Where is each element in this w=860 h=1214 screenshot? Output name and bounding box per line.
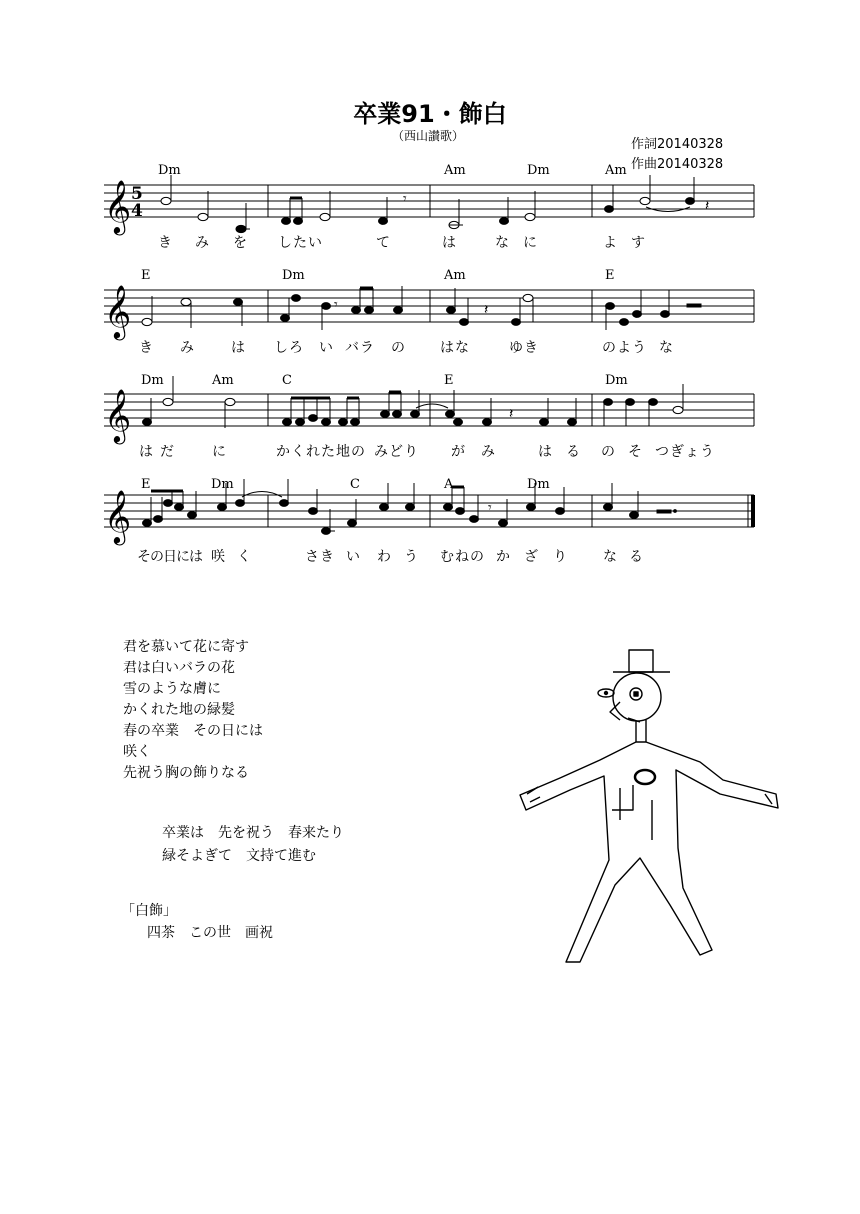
lyric: のよう (602, 340, 647, 356)
time-signature-top: 5 (131, 184, 143, 204)
treble-clef-icon: 𝄞 (104, 388, 132, 442)
lyric: 咲 (211, 549, 226, 565)
chord: A (444, 477, 454, 492)
music-credit: 作曲20140328 (631, 157, 724, 172)
chord: Dm (527, 163, 550, 178)
lyric: い (346, 549, 361, 565)
lyric: て (376, 235, 391, 251)
lyric: は (139, 444, 154, 460)
chord: Am (212, 373, 234, 388)
chord: Dm (211, 477, 234, 492)
lyric: は (538, 444, 553, 460)
chord: E (141, 477, 151, 492)
lyric: ゆき (509, 340, 539, 356)
lyric: す (631, 235, 646, 251)
lyric: き (139, 340, 154, 356)
lyric: を (233, 235, 248, 251)
subtitle: （西山讃歌） (392, 129, 465, 143)
poem-stanza-2 (162, 823, 344, 867)
lyric: に (523, 235, 538, 251)
stick-figure-illustration (520, 650, 778, 962)
page-title: 卒業91・飾白 (353, 100, 507, 128)
chord: C (350, 477, 360, 492)
treble-clef-icon: 𝄞 (104, 179, 132, 233)
lyric: その日には (137, 549, 202, 565)
notes-system-2 (142, 286, 701, 330)
chord: Dm (141, 373, 164, 388)
lyric: み (481, 444, 496, 460)
lyric: り (553, 549, 568, 565)
lyric: か (496, 549, 511, 565)
lyric: る (629, 549, 644, 565)
lyric: したい (278, 235, 323, 251)
poem-line: 先祝う胸の飾りなる (123, 765, 249, 781)
lyric: く (237, 549, 252, 565)
lyric: う (404, 549, 419, 565)
time-signature-bottom: 4 (131, 201, 143, 221)
svg-text:𝄽: 𝄽 (509, 406, 514, 422)
lyric: な (603, 549, 618, 565)
chord: Am (605, 163, 627, 178)
treble-clef-icon: 𝄞 (104, 489, 132, 543)
lyric: みどり (374, 444, 419, 460)
lyric: み (180, 340, 195, 356)
poem-line: 君は白いバラの花 (123, 660, 235, 676)
chord: Dm (158, 163, 181, 178)
chord: E (444, 373, 454, 388)
treble-clef-icon: 𝄞 (104, 284, 132, 338)
lyric: よ (603, 235, 618, 251)
svg-text:𝄾: 𝄾 (488, 500, 492, 516)
lyric: さき (305, 549, 335, 565)
final-barline (751, 495, 755, 527)
lyric: そ (628, 444, 643, 460)
footer-line: 四茶 この世 画祝 (147, 925, 273, 941)
lyric: る (566, 444, 581, 460)
lyric: み (195, 235, 210, 251)
chord: Dm (605, 373, 628, 388)
chord: E (141, 268, 151, 283)
footer-quote: 「白飾」 (121, 903, 177, 919)
chord: Dm (527, 477, 550, 492)
lyric: はな (440, 340, 470, 356)
lyric: な (495, 235, 510, 251)
lyric: い (319, 340, 334, 356)
lyric: が (451, 444, 466, 460)
lyric: つぎょう (655, 444, 715, 460)
lyric: き (158, 235, 173, 251)
chord: Am (444, 268, 466, 283)
lyric: しろ (274, 340, 304, 356)
chord: E (605, 268, 615, 283)
lyric: な (659, 340, 674, 356)
lyric: に (212, 444, 227, 460)
poem-line: 春の卒業 その日には (123, 723, 263, 739)
notes-system-1 (161, 175, 695, 233)
chord: Dm (282, 268, 305, 283)
lyric: だ (160, 444, 175, 460)
lyrics-credit: 作詞20140328 (631, 137, 724, 152)
poem-line: 咲く (123, 744, 151, 760)
lyric: は (231, 340, 246, 356)
lyric: は (442, 235, 457, 251)
poem-line: かくれた地の緑髪 (123, 702, 235, 718)
svg-text:𝄾: 𝄾 (403, 191, 407, 207)
poem-line: 卒業は 先を祝う 春来たり (162, 825, 344, 841)
lyric: むねの (440, 549, 485, 565)
poem-line: 緑そよぎて 文持て進む (162, 848, 316, 864)
lyric: の (601, 444, 616, 460)
svg-text:𝄽: 𝄽 (705, 198, 710, 214)
chord: C (282, 373, 292, 388)
svg-text:𝄽: 𝄽 (484, 302, 489, 318)
lyric: の (391, 340, 406, 356)
lyric: ざ (524, 549, 539, 565)
poem-line: 君を慕いて花に寄す (123, 639, 249, 655)
poem-line: 雪のような膚に (123, 681, 221, 697)
lyric: バラ (345, 340, 375, 356)
chord: Am (444, 163, 466, 178)
poem-stanza-1 (123, 637, 263, 784)
lyric: わ (377, 549, 392, 565)
lyric: かくれた地の (276, 444, 366, 460)
svg-text:𝄾: 𝄾 (334, 297, 338, 313)
